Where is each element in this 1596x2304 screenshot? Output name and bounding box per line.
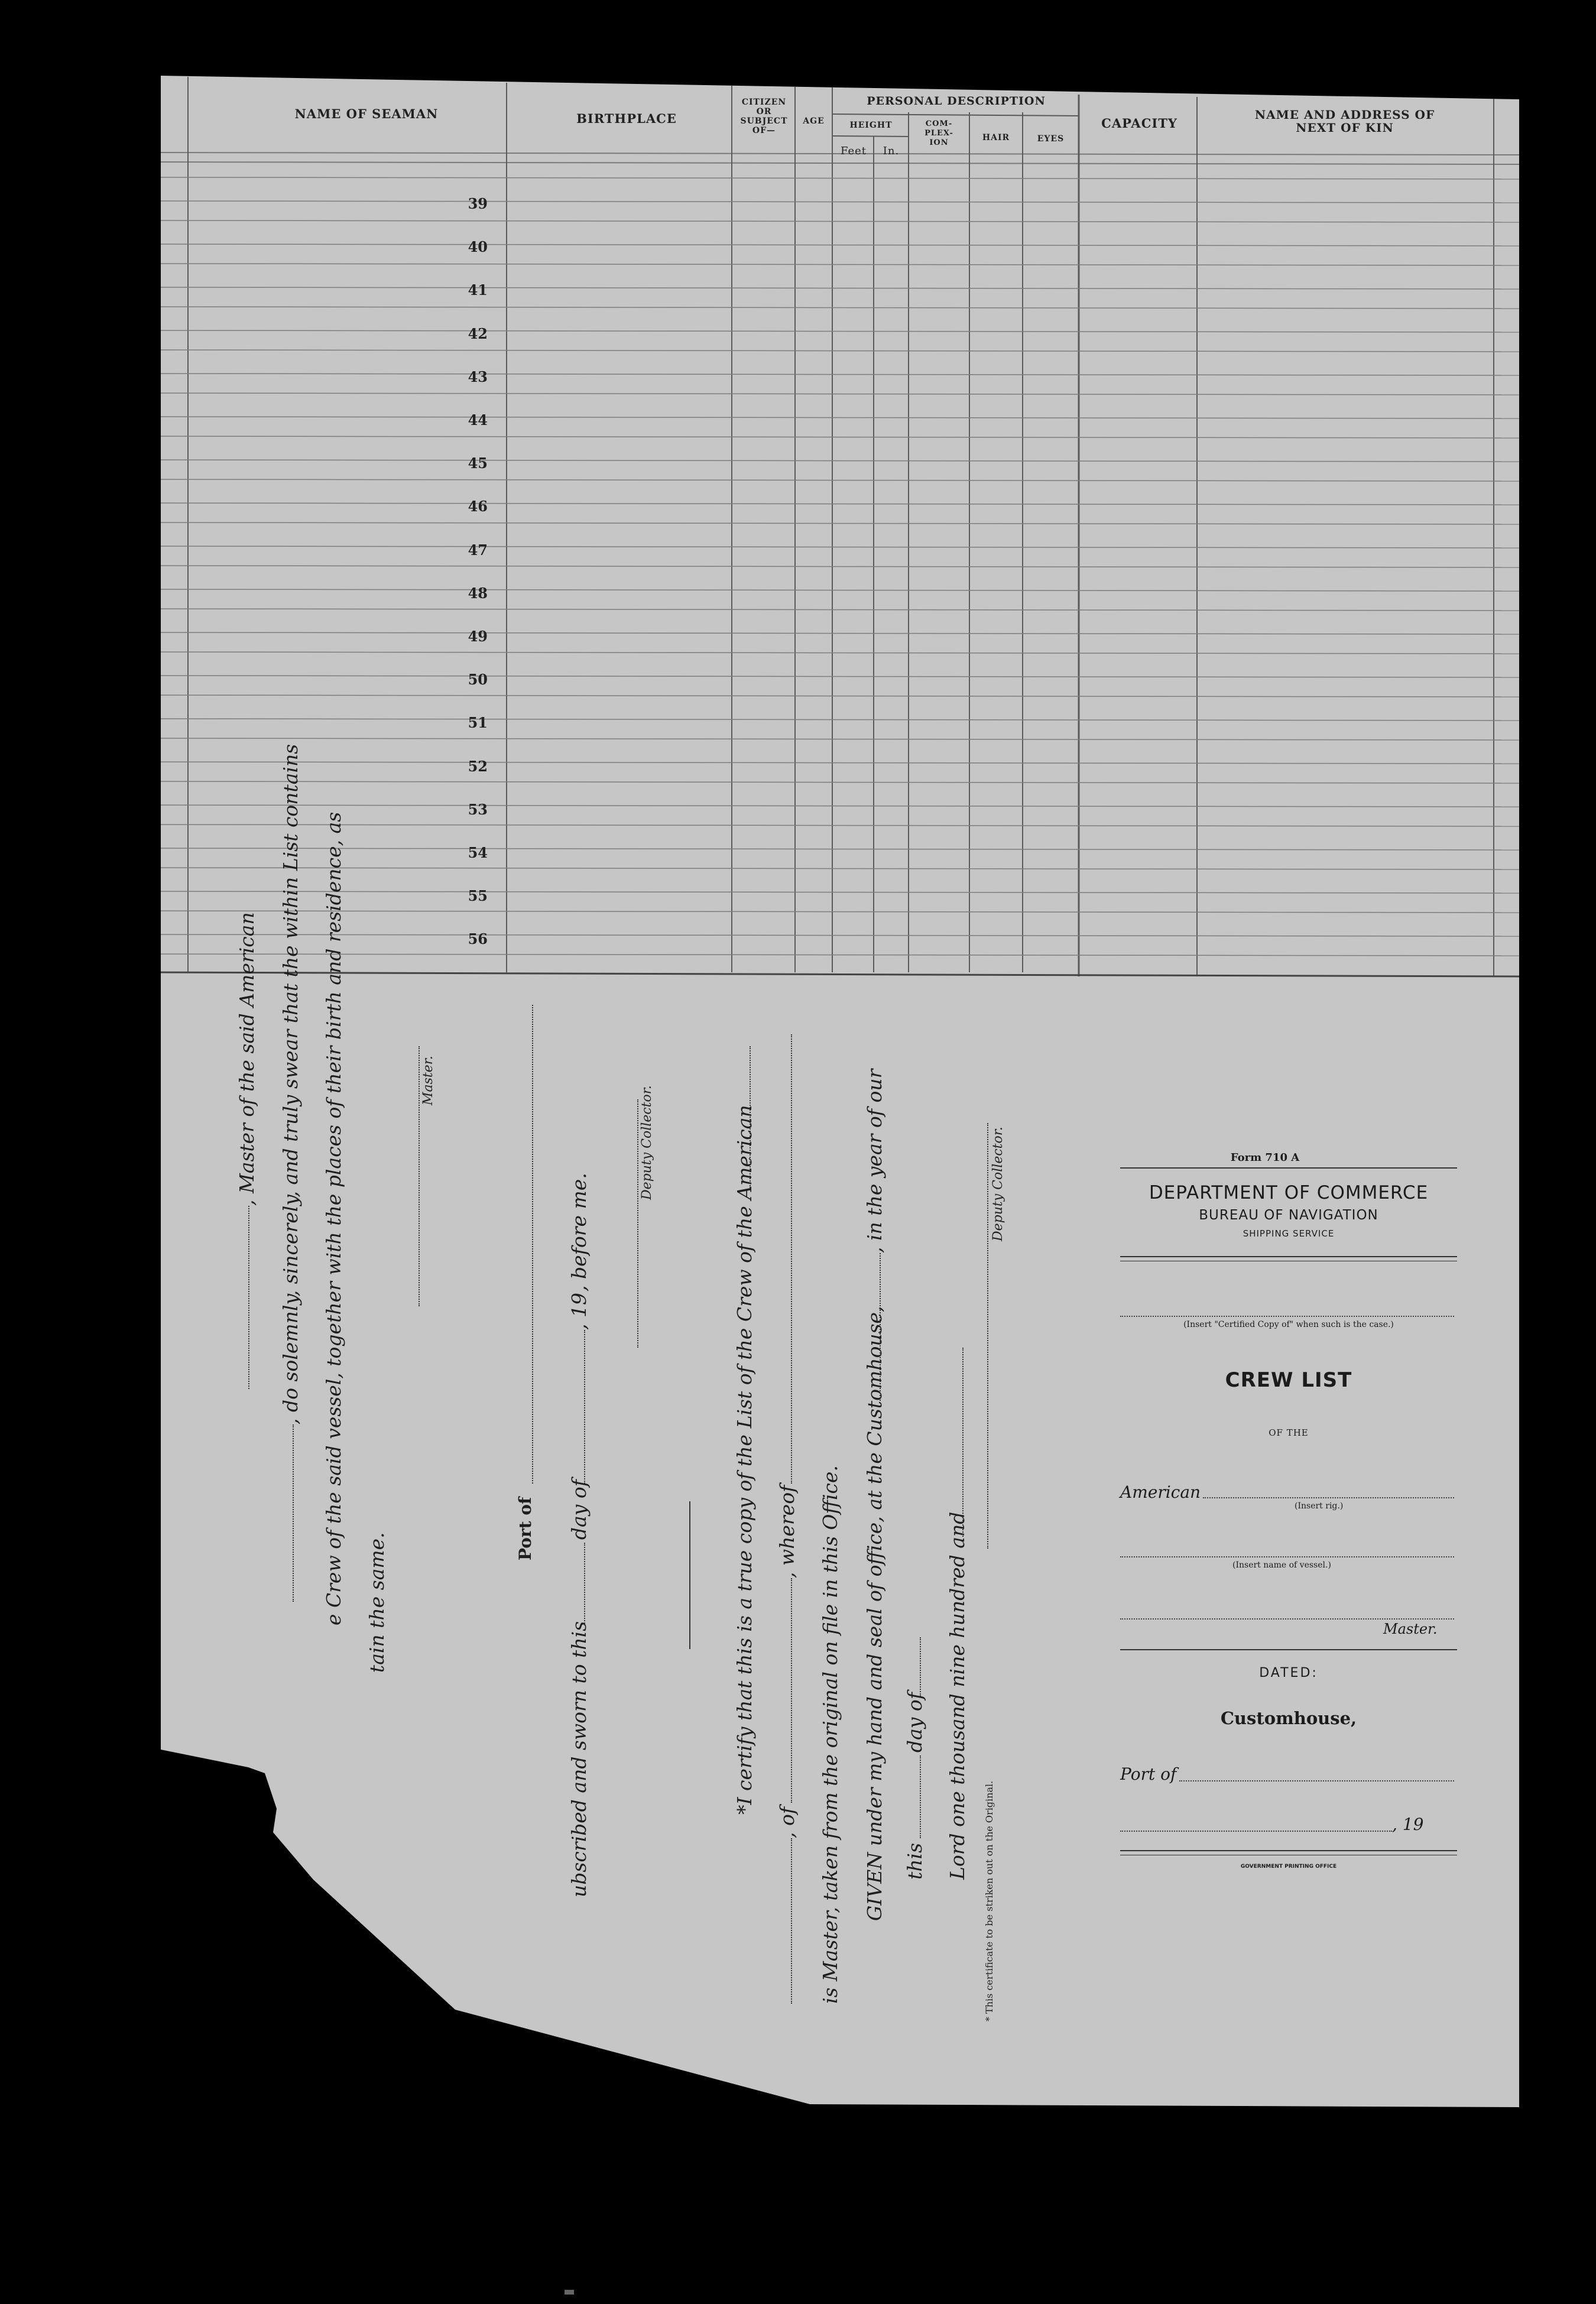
cover-top-rule [1120, 1167, 1457, 1169]
swearer-name-line [293, 1424, 294, 1602]
cover-rule-4 [1120, 1649, 1457, 1650]
customhouse-label: Customhouse, [1220, 1708, 1357, 1728]
row-number: 56 [468, 930, 488, 948]
of-text: , of [776, 1806, 799, 1838]
footnote-block [981, 1726, 1005, 2021]
form-number: Form 710 A [1230, 1151, 1300, 1164]
row-number: 42 [468, 324, 488, 342]
deputy-collector-label-2: Deputy Collector. [991, 1127, 1005, 1241]
header-eyes: EYES [1037, 134, 1065, 144]
header-next-of-kin: NAME AND ADDRESS OF NEXT OF KIN [1254, 108, 1435, 135]
day-of-text-2: day of [903, 1692, 926, 1753]
row-number: 44 [468, 411, 488, 429]
row-number: 48 [468, 584, 488, 602]
row-number: 40 [468, 238, 488, 256]
dated-label: DATED: [1259, 1666, 1318, 1680]
of-place-line [791, 1838, 792, 2004]
cover-port-line [1179, 1780, 1454, 1781]
lord-text: Lord one thousand nine hundred and [946, 1511, 969, 1880]
header-capacity: CAPACITY [1101, 116, 1177, 131]
row-number: 52 [468, 757, 488, 775]
header-hair: HAIR [982, 133, 1010, 142]
row-number: 43 [468, 368, 488, 385]
whereof-text: , whereof [776, 1485, 799, 1578]
given-text: GIVEN under my hand and seal of office, at the Customhouse, [863, 1306, 886, 1921]
header-age: AGE [803, 116, 825, 126]
deputy-collector-line-1 [637, 1099, 638, 1348]
cover-port-of-label: Port of [1120, 1764, 1177, 1784]
before-me-text: , before me. [567, 1173, 591, 1291]
american-label: American [1120, 1482, 1201, 1502]
subscribed-month-line [584, 1330, 585, 1484]
service-title: SHIPPING SERVICE [1243, 1228, 1335, 1239]
insert-certified-note: (Insert "Certified Copy of" when such is the case.) [1183, 1320, 1394, 1329]
subscribed-year: , 19 [567, 1293, 591, 1330]
cover-rule-5 [1120, 1850, 1457, 1851]
row-number: 45 [468, 455, 488, 472]
certify-text: *I certify that this is a true copy of the List of the Crew of the American [733, 1105, 756, 1815]
this-text: this [903, 1842, 926, 1880]
row-number: 46 [468, 498, 488, 515]
row-number: 55 [468, 887, 488, 905]
cover-date-line [1120, 1831, 1392, 1832]
deputy-collector-label-1: Deputy Collector. [640, 1085, 654, 1200]
row-number: 50 [468, 671, 488, 689]
header-name-of-seaman: NAME OF SEAMAN [294, 106, 439, 121]
customhouse-line [880, 1253, 881, 1401]
bureau-title: BUREAU OF NAVIGATION [1199, 1208, 1378, 1223]
master-signature-line [419, 1046, 420, 1306]
this-day-line [920, 1755, 921, 1838]
row-number: 41 [468, 281, 488, 299]
whereof-line [791, 1578, 792, 1803]
subscribed-day-line [584, 1543, 585, 1625]
header-citizen: CITIZEN OR SUBJECT OF— [740, 98, 788, 135]
printing-office-label: GOVERNMENT PRINTING OFFICE [1240, 1864, 1337, 1870]
is-master-text: is Master, taken from the original on file in this Office. [819, 1465, 842, 2004]
oath-line-1: , Master of the said American [235, 912, 258, 1206]
deputy-collector-block-2 [969, 1111, 1064, 1549]
certify-vessel-line [750, 1046, 751, 1188]
header-complexion: COM- PLEX- ION [924, 119, 953, 147]
header-birthplace: BIRTHPLACE [576, 111, 677, 126]
row-number: 49 [468, 628, 488, 645]
row-number: 53 [468, 800, 488, 818]
master-signature-label: Master. [421, 1056, 436, 1105]
whereof-tail-line [791, 1034, 792, 1484]
oath-line-4: tain the same. [365, 1532, 388, 1673]
subscribed-day-of: day of [567, 1479, 591, 1540]
footnote-text: * This certificate to be striken out on the Original. [984, 1780, 995, 2021]
department-title: DEPARTMENT OF COMMERCE [1149, 1182, 1429, 1203]
port-of-label: Port of [515, 1497, 535, 1560]
insert-vessel-note: (Insert name of vessel.) [1232, 1560, 1331, 1570]
row-number: 51 [468, 714, 488, 732]
cover-year-label: , 19 [1392, 1815, 1424, 1834]
insert-rig-note: (Insert rig.) [1295, 1501, 1344, 1511]
master-label: Master. [1383, 1621, 1438, 1637]
in-the-year-text: , in the year of our [863, 1069, 886, 1253]
of-the-label: OF THE [1269, 1427, 1309, 1438]
header-feet: Feet [840, 145, 867, 157]
master-name-line [248, 1206, 249, 1389]
vessel-name-line [1120, 1556, 1454, 1557]
rig-line [1203, 1497, 1454, 1498]
certified-copy-line [1120, 1316, 1454, 1317]
oath-line-2: , do solemnly, sincerely, and truly swear that the within List contains [279, 744, 302, 1424]
scan-edge-mark [565, 2290, 574, 2295]
cover-rule-2 [1120, 1256, 1457, 1257]
crew-list-title: CREW LIST [1225, 1368, 1352, 1392]
row-number: 39 [468, 195, 488, 212]
header-personal-description: PERSONAL DESCRIPTION [867, 95, 1046, 108]
header-height: HEIGHT [849, 121, 893, 130]
lord-year-line [962, 1348, 964, 1537]
subscribed-text: ubscribed and sworn to this [567, 1621, 591, 1897]
row-number: 47 [468, 541, 488, 559]
row-number: 54 [468, 844, 488, 861]
port-of-line [532, 1005, 533, 1484]
header-inches: In. [883, 145, 900, 157]
master-line [1120, 1618, 1454, 1620]
oath-line-3: e Crew of the said vessel, together with the places of their birth and residence, as [322, 812, 345, 1625]
day-of-month-line-2 [920, 1637, 921, 1696]
deputy-collector-line-2 [987, 1123, 988, 1549]
